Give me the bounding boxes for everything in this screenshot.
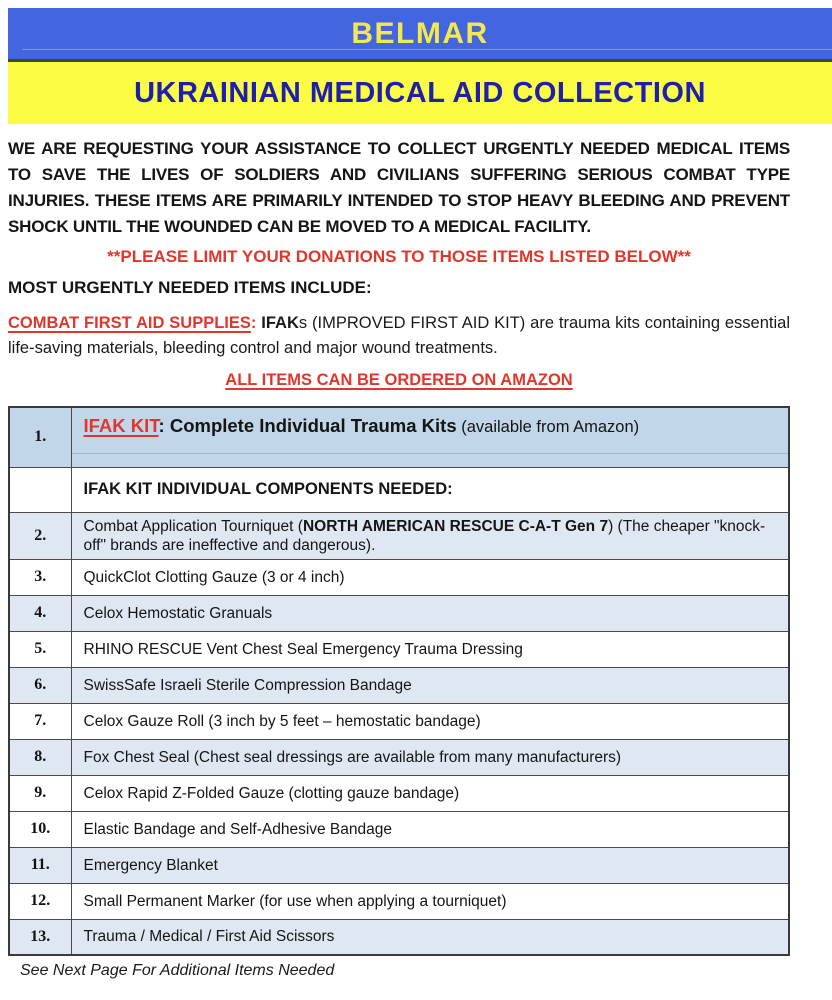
item-text: Emergency Blanket — [83, 856, 218, 874]
supplies-colon: : — [250, 314, 262, 332]
row-number: 9. — [9, 775, 71, 811]
row-number: 11. — [9, 847, 71, 883]
row-number-empty — [9, 467, 71, 512]
table-row — [9, 847, 789, 883]
item-cell — [71, 667, 789, 703]
item-text: Celox Rapid Z-Folded Gauze (clotting gauze bandage) — [83, 784, 460, 802]
table-row — [9, 667, 789, 703]
row-number: 8. — [9, 739, 71, 775]
item-text-post: ) (The cheaper "knock-off" brands are ineffective and dangerous). — [83, 517, 766, 554]
items-table-body — [9, 407, 789, 955]
row-number: 4. — [9, 595, 71, 631]
table-row — [9, 739, 789, 775]
item-text: Trauma / Medical / First Aid Scissors — [83, 928, 335, 946]
combat-supplies-link[interactable]: COMBAT FIRST AID SUPPLIES — [8, 314, 251, 332]
item-cell — [71, 919, 789, 955]
footer-note: See Next Page For Additional Items Needed — [20, 962, 335, 979]
row-number: 12. — [9, 883, 71, 919]
row-number: 13. — [9, 919, 71, 955]
row-number: 5. — [9, 631, 71, 667]
item-cell — [71, 883, 789, 919]
ifak-kit-bold-text: : Complete Individual Trauma Kits — [158, 415, 457, 436]
ifak-kit-row — [9, 407, 789, 467]
table-row — [9, 559, 789, 595]
title-banner — [8, 62, 832, 124]
donation-limit-notice: **PLEASE LIMIT YOUR DONATIONS TO THOSE ITEMS LISTED BELOW** — [107, 247, 691, 266]
row-number: 2. — [9, 512, 71, 559]
item-text: Combat Application Tourniquet ( — [83, 517, 303, 535]
item-cell — [71, 595, 789, 631]
item-text-bold: NORTH AMERICAN RESCUE C-A-T Gen 7 — [302, 517, 609, 535]
item-text: RHINO RESCUE Vent Chest Seal Emergency Trauma Dressing — [83, 640, 523, 658]
item-cell — [71, 847, 789, 883]
org-name: BELMAR — [351, 16, 489, 50]
amazon-order-line — [8, 371, 790, 390]
ifak-abbrev-bold: IFAK — [261, 314, 299, 332]
item-cell — [71, 631, 789, 667]
item-text: Small Permanent Marker (for use when applying a tourniquet) — [83, 892, 507, 910]
row-number: 1. — [9, 407, 71, 467]
ifak-kit-cell — [71, 407, 789, 467]
components-heading-row — [9, 467, 789, 512]
row-number: 6. — [9, 667, 71, 703]
item-cell — [71, 775, 789, 811]
amazon-order-link[interactable]: ALL ITEMS CAN BE ORDERED ON AMAZON — [225, 371, 573, 389]
table-row — [9, 631, 789, 667]
item-text: QuickClot Clotting Gauze (3 or 4 inch) — [83, 568, 345, 586]
item-cell — [71, 739, 789, 775]
table-row — [9, 595, 789, 631]
combat-supplies-paragraph — [8, 311, 790, 361]
table-row — [9, 919, 789, 955]
table-row — [9, 703, 789, 739]
row-number: 3. — [9, 559, 71, 595]
item-text: Celox Gauze Roll (3 inch by 5 feet – hemostatic bandage) — [83, 712, 481, 730]
items-table — [8, 406, 790, 956]
row-number: 7. — [9, 703, 71, 739]
body-content — [8, 136, 790, 980]
item-text: Celox Hemostatic Granuals — [83, 604, 273, 622]
row-number: 10. — [9, 811, 71, 847]
item-text: SwissSafe Israeli Sterile Compression Bandage — [83, 676, 412, 694]
table-row — [9, 811, 789, 847]
supplies-description: s (IMPROVED FIRST AID KIT) are trauma kits containing essential life-saving materials, bleeding control and major wound treatments. — [8, 314, 790, 357]
page-title: UKRAINIAN MEDICAL AID COLLECTION — [134, 76, 706, 109]
components-heading: IFAK KIT INDIVIDUAL COMPONENTS NEEDED: — [71, 467, 789, 512]
urgent-items-heading: MOST URGENTLY NEEDED ITEMS INCLUDE: — [8, 278, 372, 297]
ifak-kit-link[interactable]: IFAK KIT — [83, 415, 159, 436]
table-row — [9, 883, 789, 919]
item-text: Elastic Bandage and Self-Adhesive Bandage — [83, 820, 392, 838]
table-row — [9, 775, 789, 811]
item-text: Fox Chest Seal (Chest seal dressings are available from many manufacturers) — [83, 748, 622, 766]
org-banner — [8, 8, 832, 62]
item-cell — [71, 559, 789, 595]
table-row — [9, 512, 789, 559]
ifak-kit-normal-text: (available from Amazon) — [456, 418, 640, 436]
item-cell — [71, 512, 789, 559]
item-cell — [71, 811, 789, 847]
item-cell — [71, 703, 789, 739]
intro-paragraph: WE ARE REQUESTING YOUR ASSISTANCE TO COLLECT URGENTLY NEEDED MEDICAL ITEMS TO SAVE THE LIVES OF SOLDIERS AND CIVILIANS SUFFERING SERIOUS COMBAT TYPE INJURIES. THESE ITEMS ARE PRIMARILY INTENDED TO STOP HEAVY BLEEDING AND PREVENT SHOCK UNTIL THE WOUNDED CAN BE MOVED TO A MEDICAL FACILITY. — [8, 139, 790, 236]
